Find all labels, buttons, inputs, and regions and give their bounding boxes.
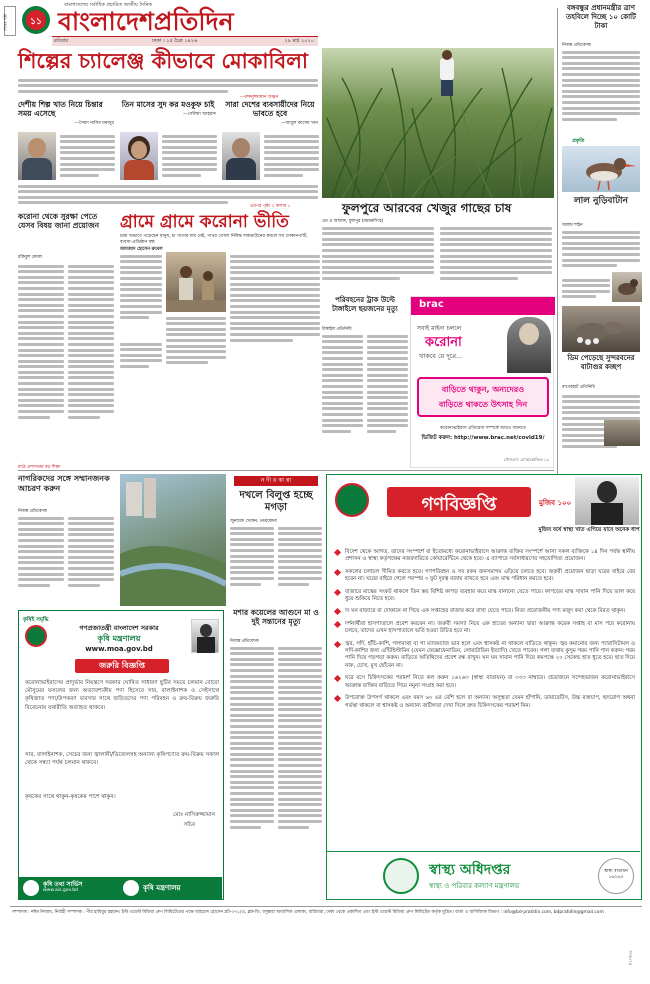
brac-more: করোনাভাইরাস প্রতিরোধ সম্পর্কে আরও জানতে (440, 426, 526, 431)
health-item-text: সকলের চলাচল সীমিত করতে হবে। গণপরিবহন ও সব রকম জনসমাগম এড়িয়ে চলতে হবে। জরুরী প্রয়োজন ছাড়া ঘরের বাইরে বের হবেন না। ঘরের বাইরে গেলে পরস্পর ৩ ফুট দূরত্ব বজায় রাখতে হবে এবং মাস্ক পরিধান করতে হবে। (345, 568, 635, 583)
health-ad[interactable] (326, 474, 642, 900)
covid-box-byline: রকিবুল কেবল (18, 255, 42, 260)
newspaper-name: বাংলাদেশপ্রতিদিন (58, 7, 234, 36)
health-footer (327, 851, 640, 899)
mujib-label: মুজিব বর্ষে স্বাস্থ্য খাত এগিয়ে যাবে অনেক ধাপ (538, 527, 640, 533)
agri-title-1: গণপ্রজাতন্ত্রী বাংলাদেশ সরকার (79, 624, 159, 632)
health-title-box (387, 487, 531, 517)
lead-sub-3-title: সারা দেশের ব্যবসায়ীদের নিয়ে ভাবতে হবে (225, 100, 315, 118)
agri-footer-2: কৃষি মন্ত্রণালয় (143, 884, 181, 892)
river-tag: ন দী র কা ন্না (234, 476, 318, 486)
bullet-icon (334, 675, 341, 682)
relief-fund-title: বঙ্গবন্ধুর প্রধানমন্ত্রীর ত্রাণ তহবিলে দিচ্ছে ১০ কোটি টাকা (566, 4, 636, 30)
turtle-photo (562, 306, 640, 352)
prakriti-body-2 (562, 276, 610, 302)
lead-sub-1-byline: —সৈয়দ নাসিম মনজুর (74, 121, 114, 126)
health-item (335, 569, 635, 584)
health-item-text: জ্বর, সর্দি, হাঁচি-কাশি, গলাব্যথা বা গা ম্যাজম্যাজ ভাব হলে এবং শ্বাসকষ্ট না থাকলে বাড়িতে থাকুন। জ্বর কমানোর জন্য প্যারাসিটামল ও সর্দি-কাশির জন্য এন্টিহিস্টামিন (যেমন ফেক্সোফেনাডিন, লোরাটাডিন ইত্যাদি) খেতে পারেন। গলা ব্যথায় কুসুম গরম পানি পান করুন। গরম পানি দিয়ে গড়গড়া করুন। বাড়িতে অতিথিদের প্রবেশ বন্ধ রাখুন। ঘন ঘন সাবান পানি দিয়ে কমপক্ষে ২০ সেকেন্ড হাত ধুতে হবে। হাত দিয়ে নাক, চোখ, মুখ ছোঁবেন না। (345, 640, 635, 669)
bullet-icon (334, 549, 341, 556)
mujib-portrait-small (191, 619, 219, 653)
village-body-4 (120, 340, 162, 380)
covid-box-title: করোনা থেকে সুরক্ষা পেতে যেসব বিষয় জানা প্রয়োজন (18, 212, 100, 230)
health-item (335, 641, 635, 671)
village-body-2 (166, 314, 226, 380)
date-en: ২৯ মার্চ ২০২০ (284, 38, 314, 44)
agri-ministry-logo-icon (123, 880, 139, 896)
bullet-icon (334, 695, 341, 702)
agri-title-2: কৃষি মন্ত্রণালয় (97, 634, 141, 643)
health-item-text: দ্য ঘন বাজারে বা দোকানে না গিয়ে এক সপ্তাহের বাজার করে রাখা যেতে পারে। নিত্য প্রয়োজনীয় পণ্য মজুদ করা থেকে বিরত থাকুন। (345, 608, 626, 615)
mosquito-byline: নিজস্ব প্রতিবেদক (230, 639, 259, 644)
portrait-3 (222, 132, 260, 180)
agri-footer (19, 877, 222, 899)
covid-box-body (18, 262, 114, 458)
agri-signer: মোঃ নাসিরুজ্জামান (173, 812, 215, 818)
lead-more: এরপর পৃষ্ঠা ২ কলাম ১ (250, 204, 291, 209)
bird-photo-2 (612, 272, 642, 302)
health-footer-sub: স্বাস্থ্য ও পরিবার কল্যাণ মন্ত্রণালয় (429, 882, 520, 890)
citizens-byline: নিজস্ব প্রতিবেদক (18, 509, 47, 514)
mosquito-title: মশার কয়েলের আগুনে মা ও দুই সন্তানের মৃত্যু (233, 608, 319, 626)
health-item (335, 549, 635, 564)
health-item (335, 589, 635, 604)
health-logo-icon (383, 858, 419, 894)
village-photo (166, 252, 226, 312)
day: রবিবার (54, 38, 68, 44)
brac-line3: থাকবে যে দূরে... (419, 352, 463, 360)
river-byline: জুনায়েদ খোকন, নেত্রকোনা (230, 519, 277, 524)
edition-tag: শেষের পৃষ্ঠা (4, 6, 16, 36)
health-item-text: উপরোক্ত উপসর্গ থাকলে এবং বয়স ৬০ এর বেশি হলে বা অন্যান্য অসুস্থতা যেমন হাঁপানি, ডায়াবেটিস, উচ্চ রক্তচাপ, হৃদরোগ অথবা গর্ভস্থা থাকলে বা শ্বাসকষ্ট ও অন্যান্য জটিলতা দেখা দিলে দ্রুত চিকিৎসকের পরামর্শ নিন। (345, 695, 635, 709)
brac-logo: brac (411, 297, 555, 315)
village-body-1 (120, 252, 162, 336)
river-body (230, 524, 322, 604)
lead-sub-3 (222, 100, 318, 127)
agri-footer-1: কৃষি তথ্য সার্ভিস (43, 881, 83, 888)
lead-sub-2-byline: —সেলিমা আহমাদ (183, 112, 216, 117)
brac-figure (507, 317, 551, 373)
brac-slogan-box (417, 377, 549, 417)
portrait-2 (120, 132, 158, 180)
mosquito-body (230, 644, 322, 874)
health-seal (335, 483, 369, 517)
dim-title: ডিম পেড়েছে সুন্দরবনের বাটাগুর কচ্ছপ (567, 354, 635, 371)
bullet-icon (334, 621, 341, 628)
agri-notice-label: জরুরি বিজ্ঞপ্তি (75, 659, 169, 673)
date-bn: ঢাকা । ১৫ চৈত্র ১৪২৬ (152, 38, 198, 44)
prakriti-title: লাল নুড়িবাটান (573, 196, 629, 206)
agri-ad[interactable] (18, 610, 224, 900)
lead-sub-3-byline: —আবুল কাসেম খান (280, 121, 318, 126)
citizens-body (18, 514, 114, 604)
prakriti-byline: আলম শাইন (562, 223, 583, 228)
bullet-icon (334, 569, 341, 576)
agri-signer-title: সচিব (183, 822, 195, 828)
agri-closing: কৃষকের সাথে থাকুন-কৃষকের পাশে থাকুন। (25, 794, 116, 800)
lead-body-2 (162, 132, 217, 180)
health-item (335, 621, 635, 636)
date-palm-photo (322, 48, 554, 198)
lead-sub-2-title: তিন মাসের সুদ কর মওকুফ চাই (121, 100, 215, 109)
mujib-portrait (575, 477, 639, 525)
health-item-text: বিদেশ থেকে আগত, তাদের সংস্পর্শে বা ইতোমধ্যে করোনাভাইরাসে আক্রান্ত ব্যক্তির সংস্পর্শে আসা সকল ব্যক্তিকে ১৪ দিন পর্যন্ত স্থানীয় প্রশাসন ও স্বাস্থ্য কর্তৃপক্ষের নজরদারিতে কোয়ারেন্টিনে থেকে হবে। এ ব্যাপারে সর্বসাধারণের সহযোগিতা প্রয়োজন। (345, 549, 635, 563)
river-title: দখলে বিলুপ্ত হচ্ছে মগড়া (239, 490, 313, 513)
agri-body-1: করোনাভাইরাসের প্রাদুর্ভাব নিয়ন্ত্রণে সরকার ঘোষিত সাধারণ ছুটির সময়ে চলমান বোরো মৌসুমের ফসলের জন্য অত্যাবশ্যকীয় পণ্য হিসেবে সার, বালাইনাশক ও সেইসাথে কৃষিজাত পণ্য/উপকরণ ব্যবসার সাথে জড়িতদের পণ্য পরিবহন ও ক্রয়-বিক্রয় জরুরি বিবেচনায় যথারীতি অব্যাহত থাকবে। (25, 680, 219, 711)
bullet-icon (334, 641, 341, 648)
right-edge-code: ৳১০৳১৯ (627, 950, 633, 965)
lead-body-3 (264, 132, 319, 180)
relief-fund-byline: নিজস্ব প্রতিবেদক (562, 43, 591, 48)
ais-logo-icon (23, 880, 39, 896)
imprint: সম্পাদক : নঈম নিজাম, নির্বাহী সম্পাদক : পীর হাবিবুর রহমান। ইস্ট ওয়েস্ট মিডিয়া গ্রুপ লিমিটেডের পক্ষে আহমেদ হোসেন প্লট-৩৭১/এ, ব্লক-ডি, বসুন্ধরা আবাসিক এলাকা, বারিধারা, ঢাকা থেকে প্রকাশিত এবং ইস্ট ওয়েস্ট মিডিয়া গ্রুপ লিমিটেড কর্তৃক মুদ্রিত। বার্তা ও বাণিজ্যিক বিভাগ : info@bd-pratidin.com, bdpratidin@gmail.com (12, 910, 604, 915)
turtle-photo-2 (604, 420, 640, 446)
masthead (0, 0, 650, 42)
agri-footer-1-url[interactable]: www.ais.gov.bd (43, 888, 78, 893)
village-body-3 (230, 252, 320, 380)
lead-reporter: —রুকনুজ্জামান অঞ্জন (240, 95, 279, 100)
photo-story-body (322, 224, 554, 290)
logo-circle: ১১ (22, 6, 50, 34)
lead-sub-2 (120, 100, 216, 118)
brac-footer: সৌজন্যে: ব্র্যাক/কোভিড-১৯ (503, 457, 549, 462)
health-item (335, 608, 635, 615)
brac-slogan-1: বাড়িতে থাকুন, অন্যদেরও (441, 385, 525, 394)
agri-slogan: কৃষিই সমৃদ্ধি (23, 617, 49, 623)
brac-slogan-2: বাড়িতে থাকতে উৎসাহ দিন (438, 400, 528, 409)
health-item-text: দর্শনার্থীরা হাসপাতালে প্রবেশ করবেন না। জরুরী সমস্যা নিয়ে এক হাতের অন্যান্য দ্বারা আক্রান্ত করেক সপ্তাহ বা মাস পরে করোনায় চলবে, তাদের এখন হাসপাতালে ভর্তি হওয়া উচিত হবে না। (345, 620, 635, 635)
health-item (335, 695, 635, 710)
hotline-badge: স্বাস্থ্য বাতায়ন ১৬২৬৩ (598, 858, 634, 894)
bird-photo (562, 146, 640, 192)
masthead-tagline: বাংলাদেশের সর্বাধিক প্রচারিত জাতীয় দৈনিক (64, 2, 152, 8)
river-photo (120, 474, 226, 606)
health-items (335, 549, 635, 715)
agri-url[interactable]: www.moa.gov.bd (85, 645, 153, 653)
brac-line2: করোনা (425, 335, 462, 350)
relief-fund-body (562, 48, 640, 132)
citizens-title: নাগরিকদের সঙ্গে সম্মানজনক আচরণ করুন (18, 474, 110, 493)
photo-story-byline: এম এ আজাদ, ফুলপুর (ময়মনসিংহ) (322, 219, 384, 224)
health-item-text: ঘরে বসে চিকিৎসকের পরামর্শ নিতে কল করুন ১৬২৬৩ (স্বাস্থ্য বাতায়ন) বা ৩৩৩ নাম্বারে। প্রয়োজনে সন্দেহভাজন করোনাভাইরাসে আক্রান্ত ব্যক্তির বাড়িতে গিয়ে নমুনা সংগ্রহ করা হবে। (345, 675, 635, 689)
citizens-pre: মাঠে প্রশাসনের বড় শিক্ষা (18, 465, 61, 470)
agri-body-2: সার, বালাইনাশক, সেচের জন্য জ্বালানী/ডিজেলসহ অন্যান্য কৃষিপণ্যের ক্রয়-বিক্রয় সকাল থেকে সন্ধ্যা পর্যন্ত চলমান থাকবে। (25, 752, 219, 767)
date-bar (52, 36, 318, 46)
truck-title: পরিবহনের ট্রাক উল্টে টাঙ্গাইলে ছয়জনের মৃত্যু (332, 296, 398, 313)
lead-sub-1 (18, 100, 114, 127)
village-intro: চরম অভাবে পড়েছেন মানুষ, চা পাতার দাম নেই, পাথর তোলা নিষিদ্ধ লকডাউনের কবলে সব দোকানপাটি, ব্যবসা-প্রতিষ্ঠান বন্ধ (120, 234, 308, 245)
prakriti-body (562, 228, 640, 276)
bullet-icon (334, 608, 341, 615)
lead-sub-1-title: দেশীয় শিল্প খাত নিয়ে চিন্তার সময় এসেছে (18, 100, 103, 118)
health-footer-title: স্বাস্থ্য অধিদপ্তর (429, 862, 511, 878)
village-headline: গ্রামে গ্রামে করোনা ভীতি (120, 212, 289, 232)
dim-byline: বাগেরহাট প্রতিনিধি (562, 385, 595, 390)
brac-line1: সবাই মাইনা চললে (417, 325, 462, 332)
truck-byline: টাঙ্গাইল প্রতিনিধি (322, 327, 352, 332)
truck-body (322, 332, 408, 468)
bullet-icon (334, 589, 341, 596)
portrait-1 (18, 132, 56, 180)
health-title: গণবিজ্ঞপ্তি (421, 494, 497, 515)
lead-headline: শিল্পের চ্যালেঞ্জ কীভাবে মোকাবিলা (18, 49, 308, 73)
brac-url[interactable]: ভিজিট করুন: http://www.brac.net/covid19/ (421, 435, 545, 441)
photo-story-caption: ফুলপুরে আরবের খেজুর গাছের চাষ (342, 201, 512, 215)
health-item-text: বাজারে মাস্কের সংকট থাকলে তিন স্তর বিশিষ্ট কাপড় ব্যবহার করে মাস্ক বানানো যেতে পারে। কাপড়ের মাস্ক সাবান পানি দিয়ে ভাল করে ধুয়ে শুকিয়ে নিতে হবে। (345, 588, 635, 603)
prakriti-label: প্রকৃতি (572, 138, 585, 144)
lead-body-1 (60, 132, 115, 180)
health-item (335, 675, 635, 690)
govt-seal (25, 625, 47, 647)
mujib-badge: মুজিব ১০০ (539, 499, 572, 507)
brac-ad[interactable] (410, 296, 554, 468)
village-sub: আমজাদ হোসেন রুবেল (120, 247, 163, 252)
